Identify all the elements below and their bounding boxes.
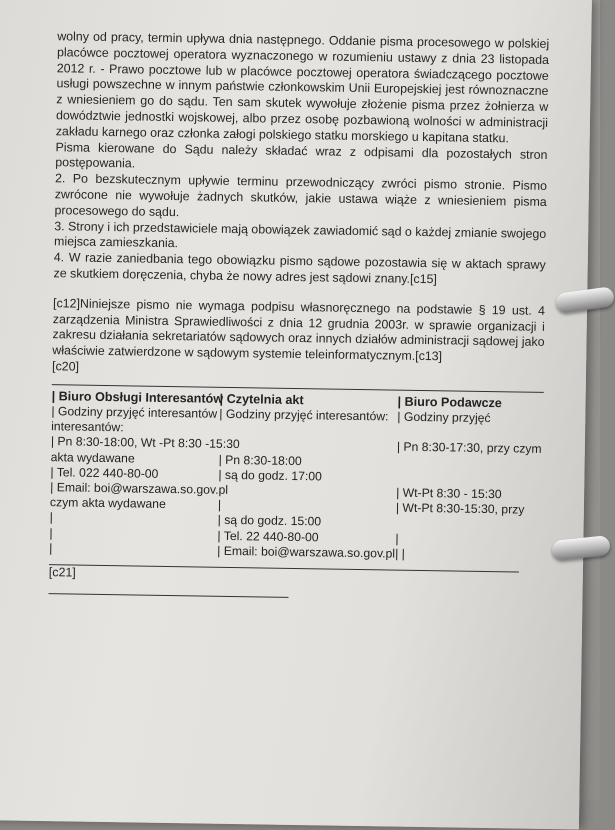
column-line: | [395, 531, 399, 546]
short-separator-line [49, 593, 289, 598]
comment-tag-c20: [c20] [51, 359, 80, 374]
column-line: | Godziny przyjęć interesantów [51, 404, 218, 421]
column-line: | są do godz. 17:00 [218, 467, 322, 484]
office-hours-table [49, 389, 544, 564]
column-line: interesantów: [51, 419, 124, 435]
paragraph: Pisma kierowane do Sądu należy składać wraz z odpisami dla pozostałych stron postępowania. [55, 139, 548, 171]
column-line: | [49, 540, 53, 555]
signature-notice: [c12]Niniejsze pismo nie wymaga podpisu własnoręcznego na podstawie § 19 ust. 4 zarządzenia Ministra Sprawiedliwości z dnia 12 grudnia 2003r. w sprawie organizacji i zakresu działania sekretariatów sądowych oraz innych działów administracji sądowej jako właściwie zatwierdzone w sądowym systemie teleinformatycznym.[c13] [52, 295, 546, 364]
column-filing-office [395, 394, 544, 564]
paragraph: 3. Strony i ich przedstawiciele mają obowiązek zawiadomić sąd o każdej zmianie swojego miejsca zamieszkania. [53, 218, 547, 251]
column-title: | Biuro Podawcze [397, 394, 502, 410]
column-line: | Godziny przyjęć [397, 409, 491, 426]
document-content [49, 29, 550, 601]
column-line: czym akta wydawane [49, 495, 166, 512]
column-line: | Godziny przyjęć interesantów: [219, 406, 389, 424]
column-line: | Email: boi@warszawa.so.gov.pl [50, 480, 229, 497]
column-line: | Wt-Pt 8:30-15:30, przy [395, 500, 525, 517]
column-line: | | [395, 546, 406, 561]
column-line: | Wt-Pt 8:30 - 15:30 [396, 485, 502, 502]
column-line: | Pn 8:30-18:00 [218, 452, 302, 468]
column-line: | [49, 525, 53, 540]
column-line: akta wydawane [50, 449, 135, 466]
column-customer-service [49, 388, 240, 559]
column-title: | Biuro Obsługi Interesantów [51, 388, 224, 406]
paragraph: 2. Po bezskutecznym upływie terminu przewodniczący zwróci pismo stronie. Pismo zwrócone nie wywołuje żadnych skutków, jakie ustawa wiąże z wniesieniem pisma procesowego do sądu. [54, 171, 548, 219]
paragraph: wolny od pracy, termin upływa dnia następnego. Oddanie pisma procesowego w polskiej placówce pocztowej operatora wyznaczonego w rozumieniu ustawy z dnia 23 listopada 2012 r. - Prawo pocztowe lub w placówce pocztowej operatora świadczącego pocztowe usługi powszechne w innym państwie członkowskim Unii Europejskiej jest równoznaczne z wniesieniem go do sądu. Ten sam skutek wywołuje złożenie pisma przez żołnierza w dowództwie jednostki wojskowej, albo przez osobę pozbawioną wolności w administracji zakładu karnego oraz członka załogi polskiego statku morskiego u kapitana statku. [55, 29, 550, 146]
column-line: | Tel. 022 440-80-00 [50, 464, 159, 481]
column-line: | są do godz. 15:00 [217, 513, 322, 529]
column-line: | [217, 497, 222, 513]
paragraph: 4. W razie zaniedbania tego obowiązku pismo sądowe pozostawia się w aktach sprawy ze skutkiem doręczenia, chyba że nowy adres jest sądowi znany.[c15] [53, 250, 546, 287]
column-line: | Pn 8:30-17:30, przy czym [396, 439, 542, 457]
column-line: | Email: boi@warszawa.so.gov.pl [217, 543, 396, 561]
comment-tag-c21: [c21] [48, 565, 76, 580]
column-line: | Pn 8:30-18:00, Wt -Pt 8:30 -15:30 [50, 434, 240, 452]
column-title: | Czytelnia akt [219, 391, 304, 407]
column-reading-room [217, 392, 398, 562]
column-line: | [49, 510, 54, 525]
column-line: | Tel. 22 440-80-00 [217, 528, 319, 544]
